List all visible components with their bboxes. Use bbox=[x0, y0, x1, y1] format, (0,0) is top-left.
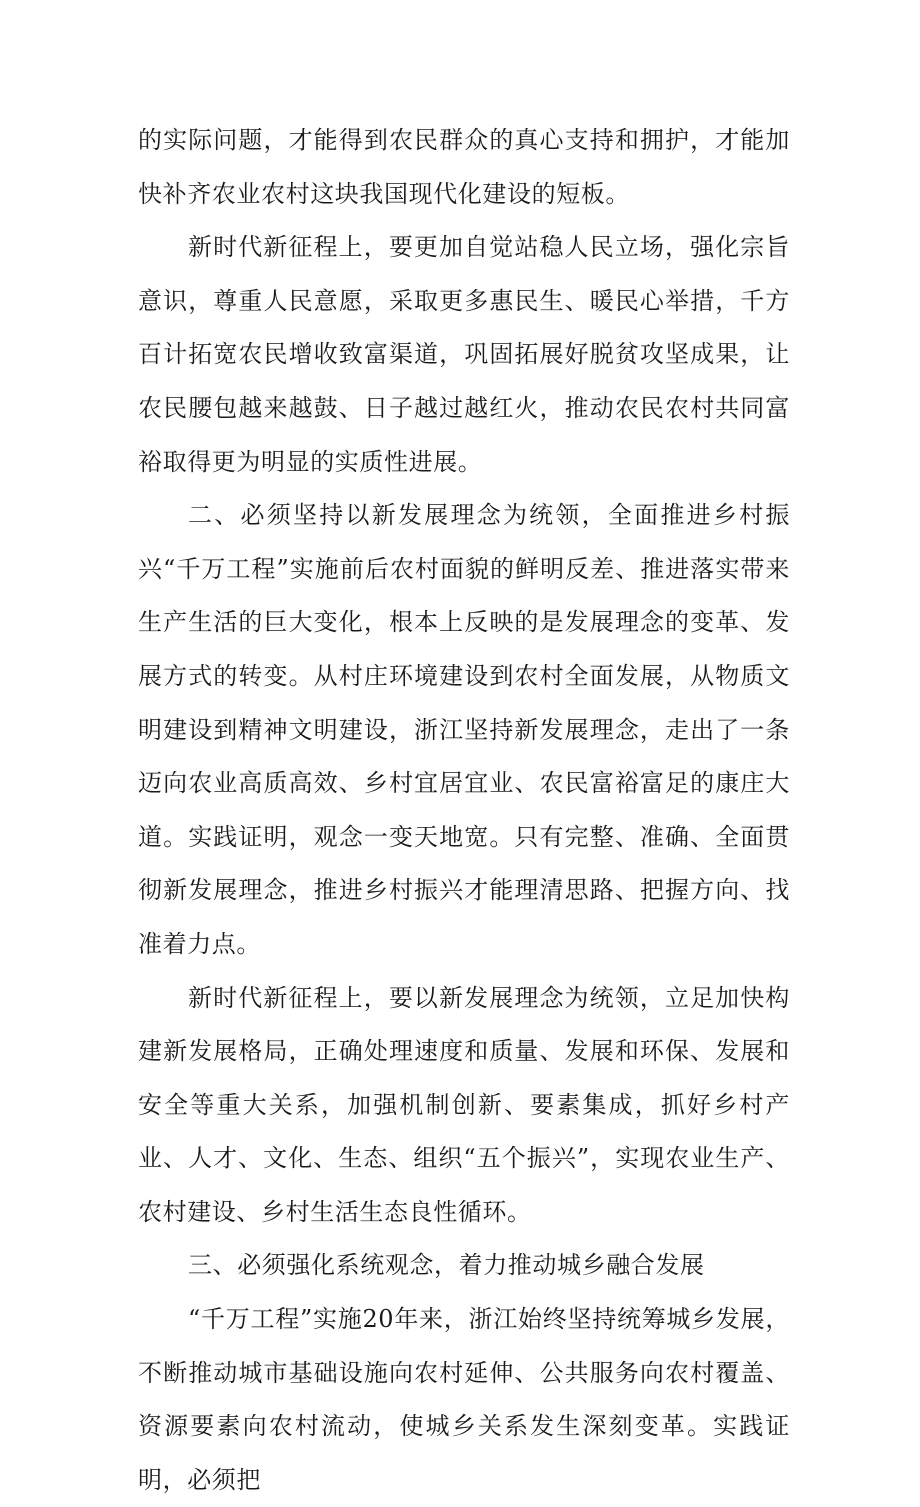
paragraph-section-three-body: “千万工程”实施20年来，浙江始终坚持统筹城乡发展，不断推动城市基础设施向农村延伸、公共服务向农村覆盖、资源要素向农村流动，使城乡关系发生深刻变革。实践证明，必须把 bbox=[138, 1305, 790, 1494]
paragraph-new-era-people: 新时代新征程上，要更加自觉站稳人民立场，强化宗旨意识，尊重人民意愿，采取更多惠民生、暖民心举措，千方百计拓宽农民增收致富渠道，巩固拓展好脱贫攻坚成果，让农民腰包越来越鼓、日子越过越红火，推动农民农村共同富裕取得更为明显的实质性进展。 bbox=[138, 233, 790, 476]
paragraph-section-two: 二、必须坚持以新发展理念为统领，全面推进乡村振兴“千万工程”实施前后农村面貌的鲜明反差、推进落实带来生产生活的巨大变化，根本上反映的是发展理念的变革、发展方式的转变。从村庄环境建设到农村全面发展，从物质文明建设到精神文明建设，浙江坚持新发展理念，走出了一条迈向农业高质高效、乡村宜居宜业、农民富裕富足的康庄大道。实践证明，观念一变天地宽。只有完整、准确、全面贯彻新发展理念，推进乡村振兴才能理清思路、把握方向、找准着力点。 bbox=[138, 501, 790, 958]
paragraph-new-era-development: 新时代新征程上，要以新发展理念为统领，立足加快构建新发展格局，正确处理速度和质量、发展和环保、发展和安全等重大关系，加强机制创新、要素集成，抓好乡村产业、人才、文化、生态、组织“五个振兴”，实现农业生产、农村建设、乡村生活生态良性循环。 bbox=[138, 983, 790, 1226]
paragraph-continuation: 的实际问题，才能得到农民群众的真心支持和拥护，才能加快补齐农业农村这块我国现代化建设的短板。 bbox=[138, 126, 790, 208]
heading-section-three: 三、必须强化系统观念，着力推动城乡融合发展 bbox=[188, 1251, 705, 1280]
document-body bbox=[138, 114, 790, 1507]
